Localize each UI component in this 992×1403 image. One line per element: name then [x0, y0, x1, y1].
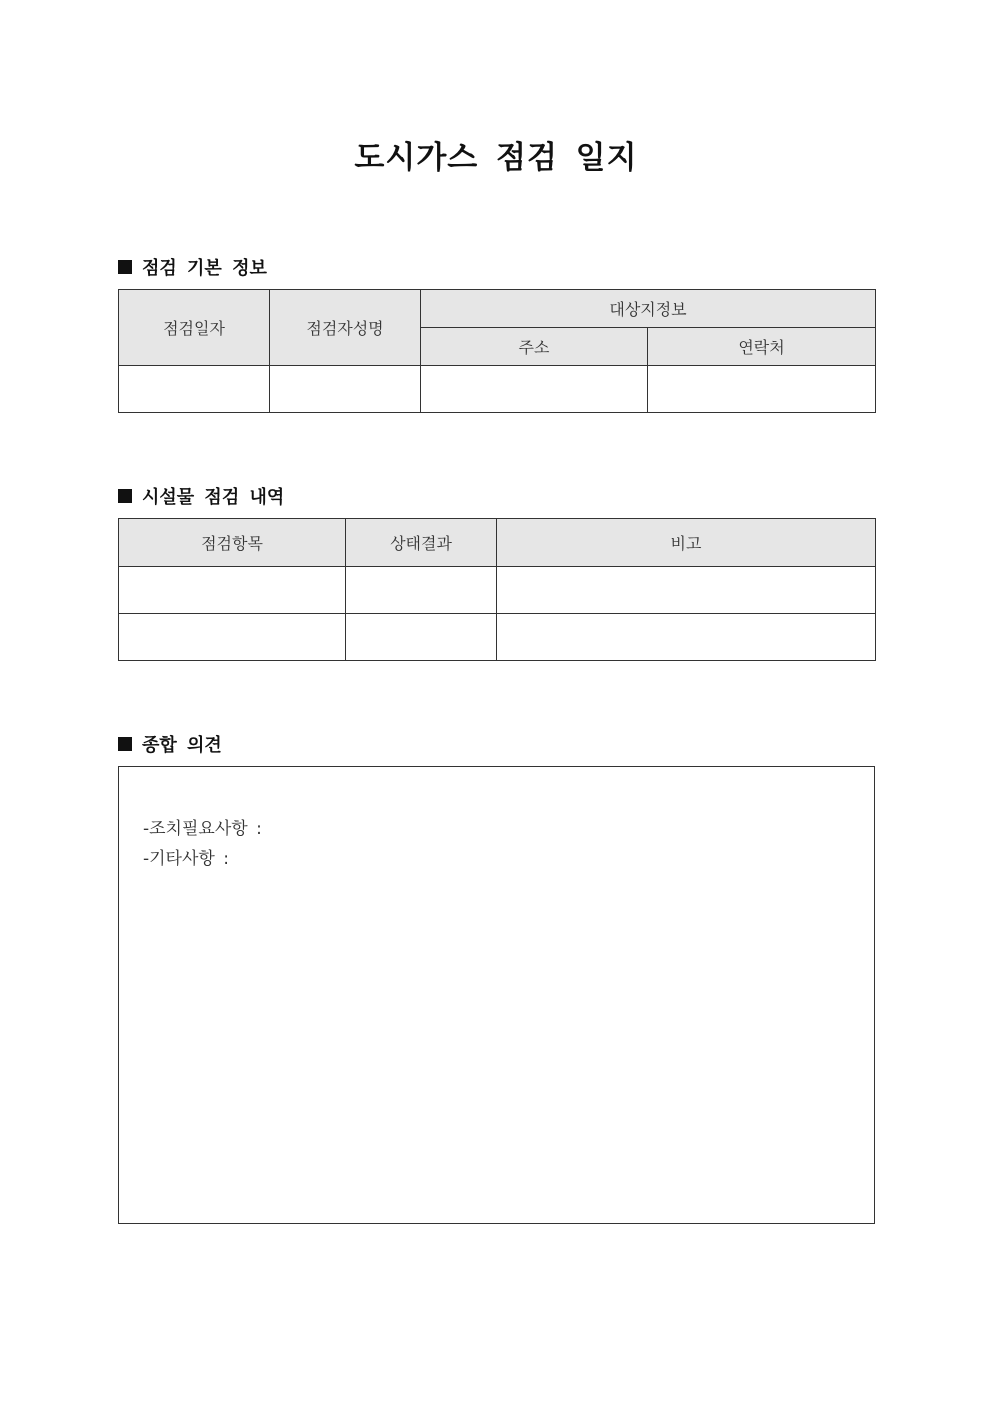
opinion-box[interactable]: [118, 766, 875, 1224]
note-cell[interactable]: [497, 567, 876, 614]
header-address: 주소: [421, 328, 648, 366]
header-target-info: 대상지정보: [421, 290, 876, 328]
table-row: [119, 366, 876, 413]
table-row: [119, 567, 876, 614]
black-square-icon: [118, 737, 132, 751]
other-matters-line: -기타사항 :: [143, 849, 229, 869]
header-inspector-name: 점검자성명: [270, 290, 421, 366]
header-inspection-item: 점검항목: [119, 519, 346, 567]
inspector-name-cell[interactable]: [270, 366, 421, 413]
section-heading-label: 점검 기본 정보: [142, 258, 267, 279]
section-heading-facility: [118, 483, 284, 509]
note-cell[interactable]: [497, 614, 876, 661]
section-heading-basic-info: [118, 254, 267, 280]
header-note: 비고: [497, 519, 876, 567]
inspection-item-cell[interactable]: [119, 614, 346, 661]
section-heading-opinion: [118, 731, 222, 757]
table-row: [119, 614, 876, 661]
status-result-cell[interactable]: [346, 614, 497, 661]
header-contact: 연락처: [648, 328, 876, 366]
section-heading-label: 종합 의견: [142, 735, 222, 756]
black-square-icon: [118, 260, 132, 274]
inspection-date-cell[interactable]: [119, 366, 270, 413]
inspection-item-cell[interactable]: [119, 567, 346, 614]
black-square-icon: [118, 489, 132, 503]
address-cell[interactable]: [421, 366, 648, 413]
action-required-line: -조치필요사항 :: [143, 819, 262, 839]
facility-table: [118, 518, 876, 661]
header-status-result: 상태결과: [346, 519, 497, 567]
section-heading-label: 시설물 점검 내역: [142, 487, 285, 508]
basic-info-table: [118, 289, 876, 413]
page-title: 도시가스 점검 일지: [354, 140, 638, 176]
contact-cell[interactable]: [648, 366, 876, 413]
header-inspection-date: 점검일자: [119, 290, 270, 366]
status-result-cell[interactable]: [346, 567, 497, 614]
